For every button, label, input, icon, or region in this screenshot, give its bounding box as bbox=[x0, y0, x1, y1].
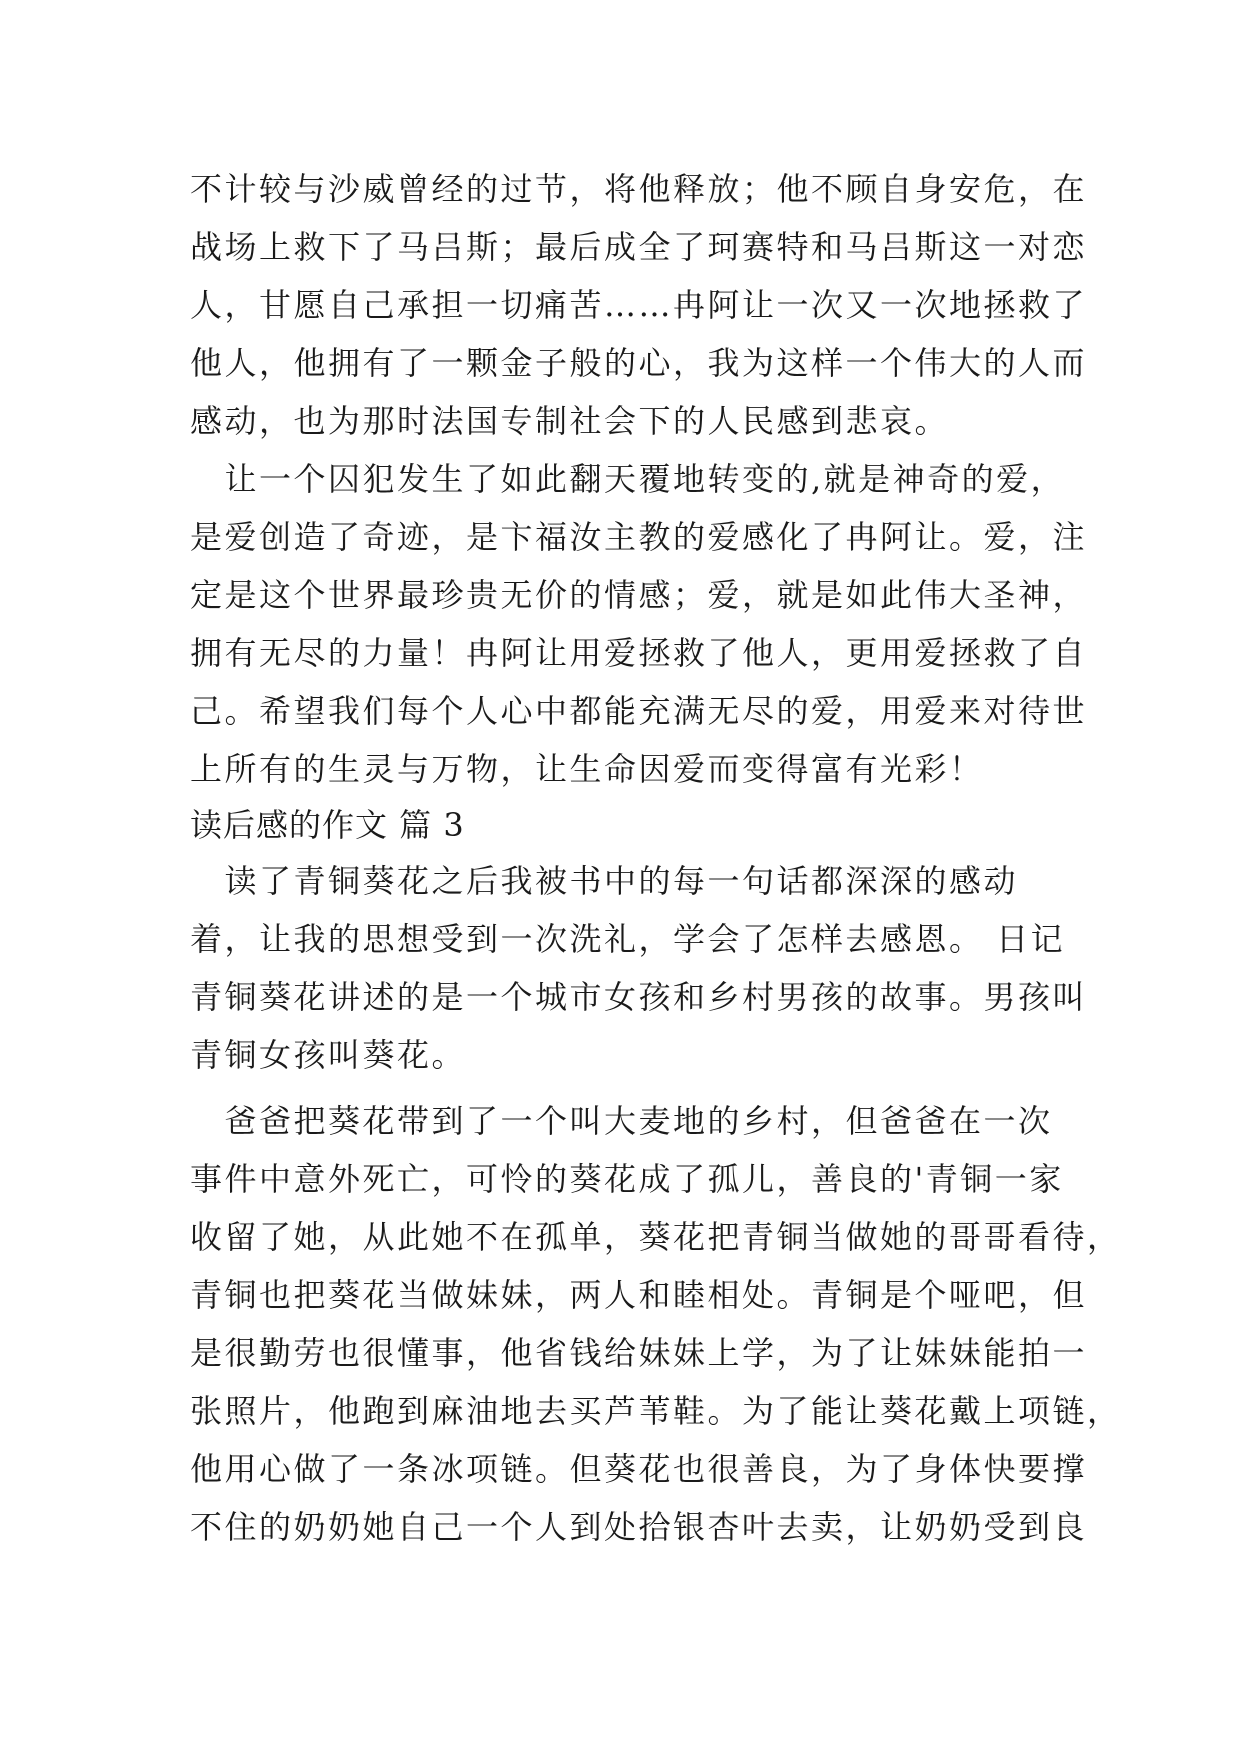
section-heading: 读后感的作文 篇 3 bbox=[190, 806, 465, 844]
paragraph-spacer bbox=[190, 1084, 1070, 1092]
text-line: 青铜女孩叫葵花。 bbox=[190, 1036, 467, 1074]
text-line: 己。希望我们每个人心中都能充满无尽的爱，用爱来对待世 bbox=[190, 692, 1088, 730]
paragraph-2 bbox=[190, 450, 1088, 798]
text-line: 青铜也把葵花当做妹妹，两人和睦相处。青铜是个哑吧，但 bbox=[190, 1276, 1088, 1314]
text-line: 让一个囚犯发生了如此翻天覆地转变的,就是神奇的爱， bbox=[190, 460, 1066, 498]
paragraph-4 bbox=[190, 1092, 1122, 1556]
text-line: 他用心做了一条冰项链。但葵花也很善良，为了身体快要撑 bbox=[190, 1450, 1088, 1488]
text-line: 不住的奶奶她自己一个人到处拾银杏叶去卖，让奶奶受到良 bbox=[190, 1508, 1088, 1546]
text-line: 收留了她，从此她不在孤单，葵花把青铜当做她的哥哥看待， bbox=[190, 1218, 1122, 1256]
text-line: 事件中意外死亡，可怜的葵花成了孤儿，善良的'青铜一家 bbox=[190, 1160, 1064, 1198]
paragraph-3 bbox=[190, 852, 1088, 1084]
text-line: 他人，他拥有了一颗金子般的心，我为这样一个伟大的人而 bbox=[190, 344, 1088, 382]
document-body bbox=[190, 160, 1122, 1556]
text-line: 感动，也为那时法国专制社会下的人民感到悲哀。 bbox=[190, 402, 950, 440]
text-line: 人，甘愿自己承担一切痛苦……冉阿让一次又一次地拯救了 bbox=[190, 286, 1088, 324]
text-line: 是爱创造了奇迹，是卞福汝主教的爱感化了冉阿让。爱，注 bbox=[190, 518, 1088, 556]
text-line: 战场上救下了马吕斯；最后成全了珂赛特和马吕斯这一对恋 bbox=[190, 228, 1088, 266]
text-line: 着，让我的思想受到一次洗礼，学会了怎样去感恩。 日记 bbox=[190, 920, 1066, 958]
text-line: 上所有的生灵与万物，让生命因爱而变得富有光彩！ bbox=[190, 750, 984, 788]
text-line: 青铜葵花讲述的是一个城市女孩和乡村男孩的故事。男孩叫 bbox=[190, 978, 1088, 1016]
text-line: 拥有无尽的力量！冉阿让用爱拯救了他人，更用爱拯救了自 bbox=[190, 634, 1088, 672]
text-line: 张照片，他跑到麻油地去买芦苇鞋。为了能让葵花戴上项链， bbox=[190, 1392, 1122, 1430]
text-line: 读了青铜葵花之后我被书中的每一句话都深深的感动 bbox=[190, 862, 1019, 900]
paragraph-1 bbox=[190, 160, 1088, 450]
text-line: 定是这个世界最珍贵无价的情感；爱，就是如此伟大圣神， bbox=[190, 576, 1088, 614]
text-line: 爸爸把葵花带到了一个叫大麦地的乡村，但爸爸在一次 bbox=[190, 1102, 1053, 1140]
text-line: 不计较与沙威曾经的过节，将他释放；他不顾自身安危，在 bbox=[190, 170, 1088, 208]
text-line: 是很勤劳也很懂事，他省钱给妹妹上学，为了让妹妹能拍一 bbox=[190, 1334, 1088, 1372]
